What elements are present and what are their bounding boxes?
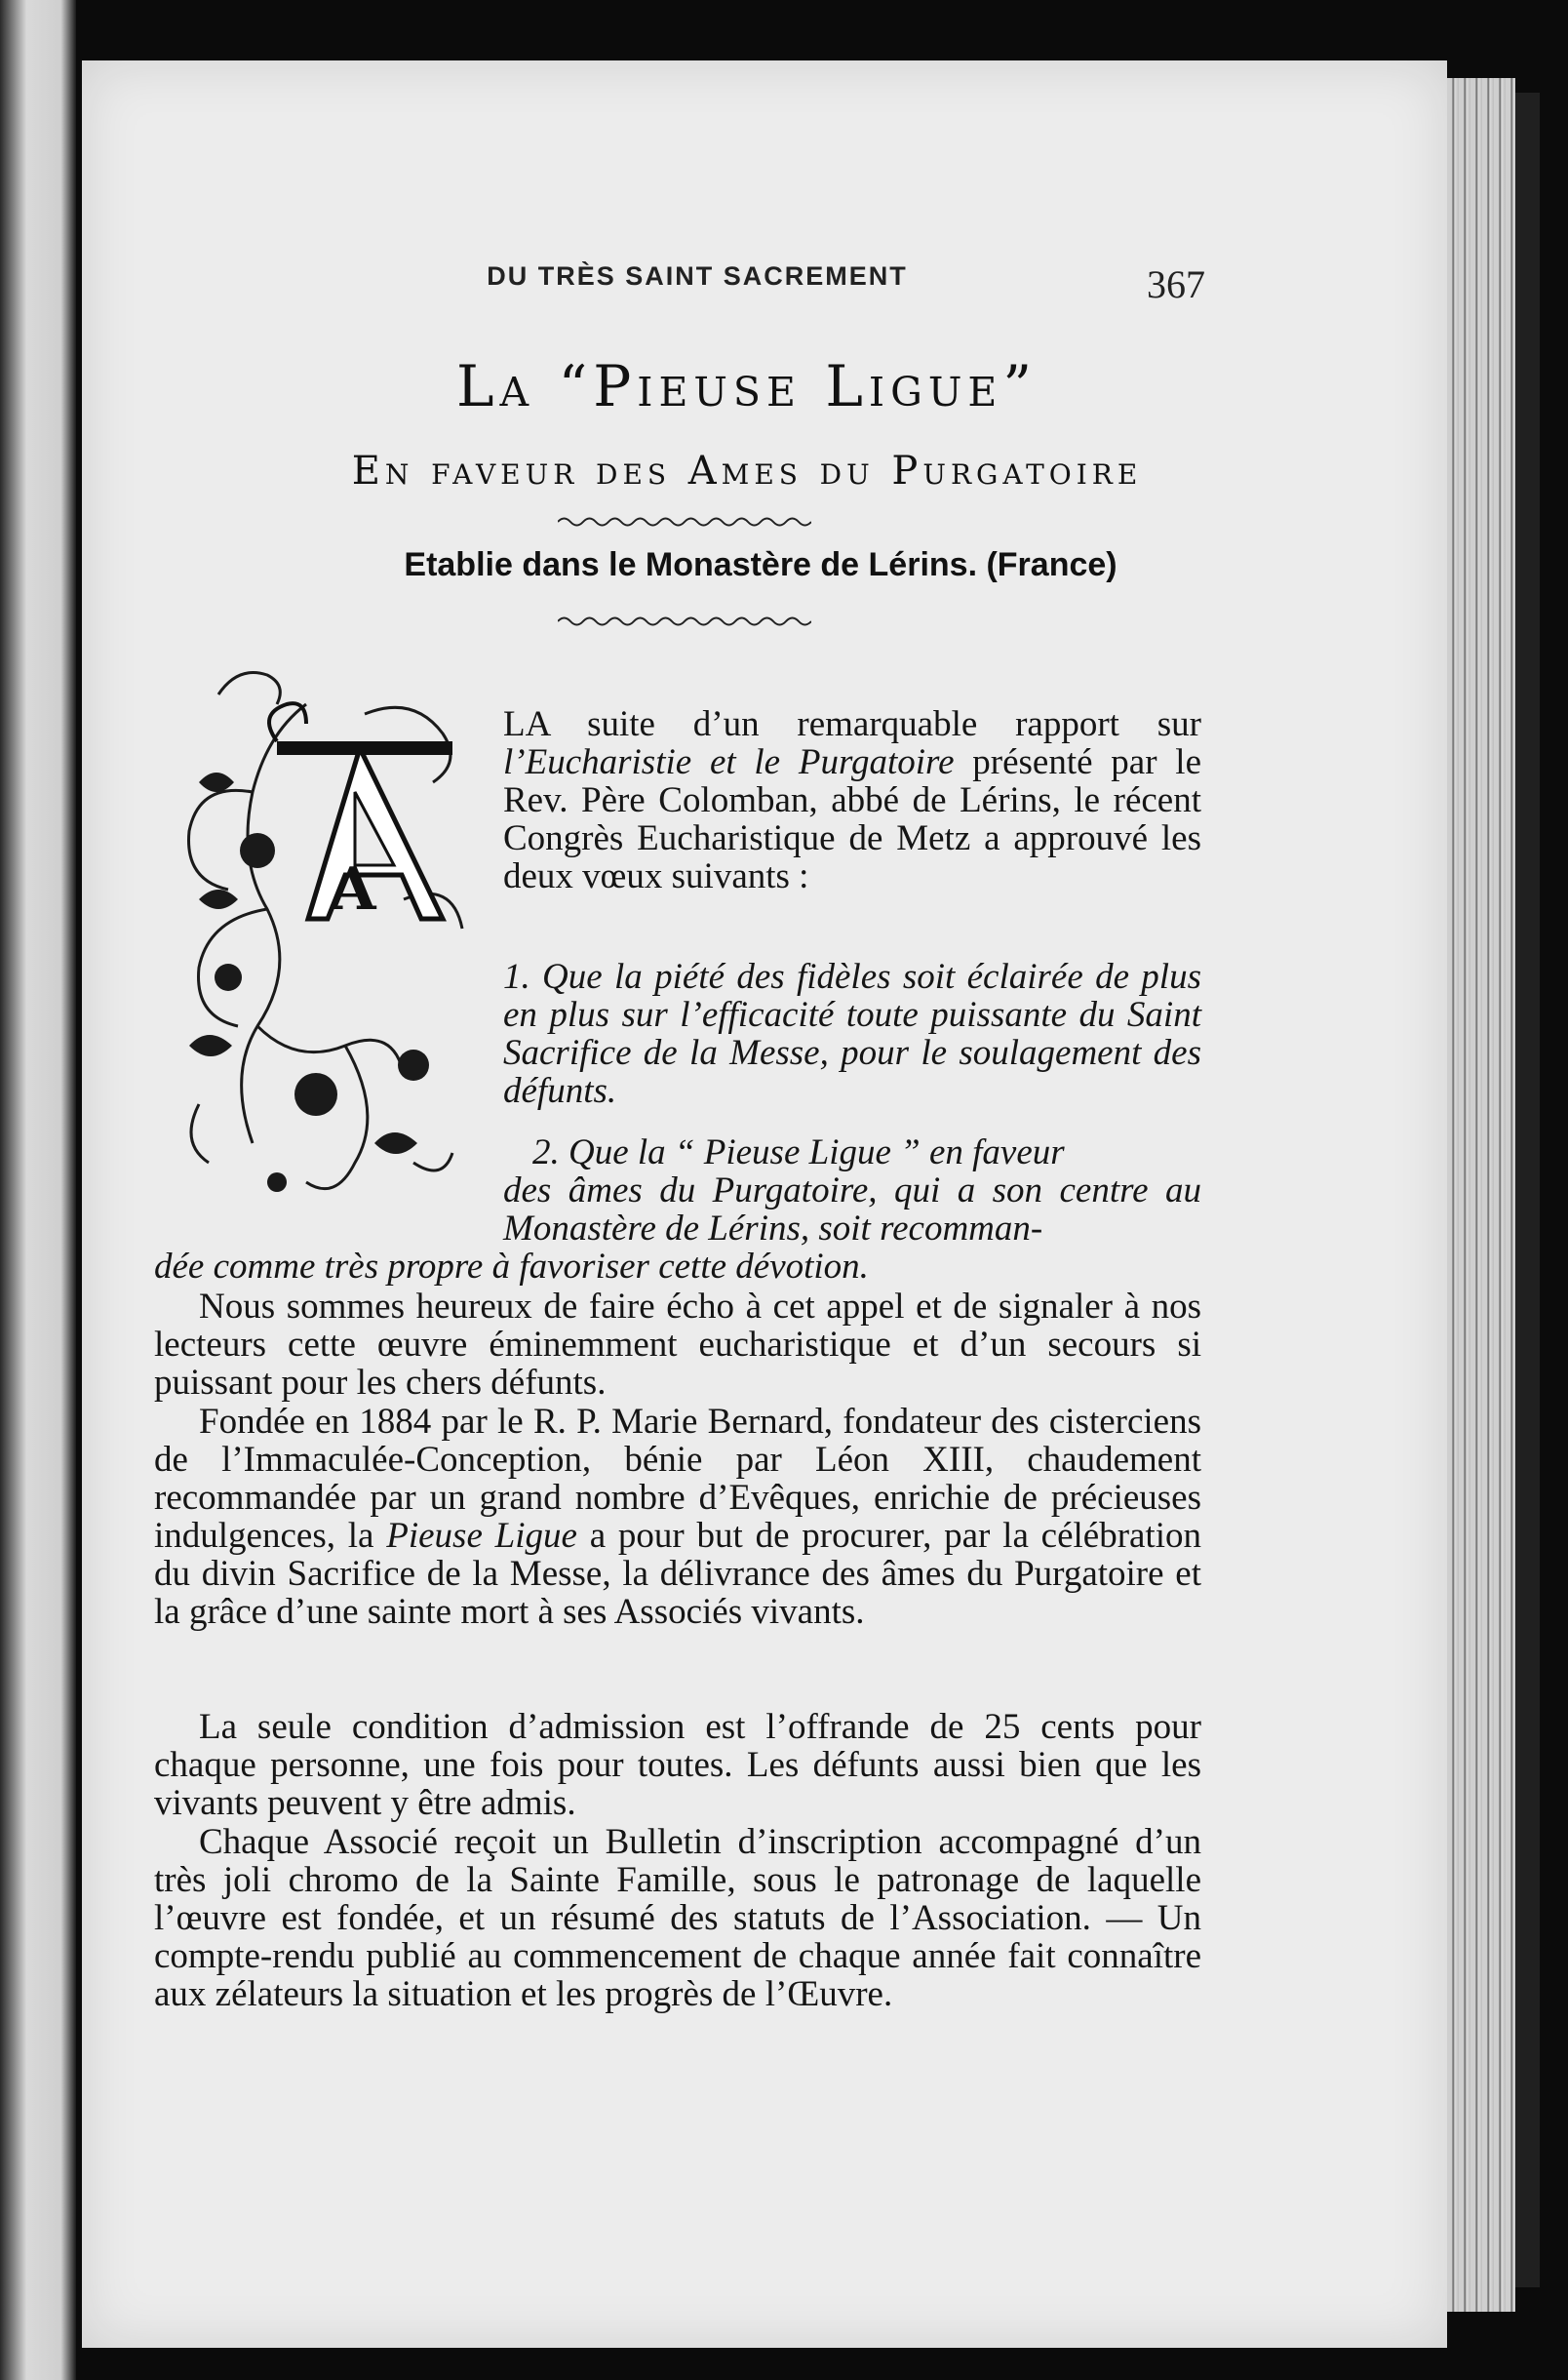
intro-paragraph — [503, 705, 1201, 895]
established-line: Etablie dans le Monastère de Lérins. (France) — [404, 546, 1117, 583]
book-cover-edge — [1515, 93, 1540, 2287]
voeu-2-cont: des âmes du Purgatoire, qui a son centre au Monastère de Lérins, soit recomman- — [503, 1170, 1201, 1249]
paragraph-3: La seule condition d’admission est l’offrande de 25 cents pour chaque personne, une fois pour toutes. Les défunts aussi bien que les vivants peuvent y être admis. — [154, 1707, 1201, 1823]
voeu-1: 1. Que la piété des fidèles soit éclairée de plus en plus sur l’efficacité toute puissante du Saint Sacrifice de la Messe, pour le soulagement des défunts. — [503, 957, 1201, 1111]
paragraph-4: Chaque Associé reçoit un Bulletin d’inscription accompagné d’un très joli chromo de la Sainte Famille, sous le patronage de laquelle l’œuvre est fondée, et un résumé des statuts de l’Association. — Un compte-rendu publié au commencement de chaque année fait connaître aux zélateurs la situation et les progrès de l’Œuvre. — [154, 1822, 1201, 2014]
previous-page-edge — [0, 0, 76, 2380]
paragraph-2-a: Fondée en 1884 par le R. P. Marie Bernard, fondateur des cisterciens de l’Immaculée-Conception, bénie par Léon XIII, chaudement recommandée par un grand nombre d’Evêques, enrichie de précieuses indulgences, la — [154, 1402, 1201, 1556]
svg-text:A: A — [331, 855, 376, 924]
wavy-divider-bottom — [558, 615, 811, 628]
voeu-2-last: dée comme très propre à favoriser cette dévotion. — [154, 1247, 869, 1287]
wavy-divider-top — [558, 515, 811, 529]
intro-prefix: LA suite d’un remarquable rapport sur — [503, 704, 1201, 744]
ornamental-drop-cap — [160, 655, 482, 1221]
page-title: La “Pieuse Ligue” — [456, 353, 1038, 419]
intro-suffix: présenté par le Rev. Père Colomban, abbé de Lérins, le récent Congrès Eucharistique de Metz a approuvé les deux vœux suivants : — [503, 742, 1201, 896]
voeu-2-line1: 2. Que la “ Pieuse Ligue ” en faveur — [532, 1132, 1065, 1172]
page-subtitle: En faveur des Ames du Purgatoire — [351, 449, 1143, 494]
intro-work-title: l’Eucharistie et le Purgatoire — [503, 742, 955, 782]
paragraph-2-italic: Pieuse Ligue — [386, 1516, 577, 1556]
paragraph-1: Nous sommes heureux de faire écho à cet appel et de signaler à nos lecteurs cette œuvre éminemment eucharistique et d’un secours si puissant pour les chers défunts. — [154, 1287, 1201, 1403]
paragraph-2 — [154, 1403, 1201, 1631]
running-head: DU TRÈS SAINT SACREMENT — [487, 261, 908, 291]
page-number: 367 — [1147, 262, 1205, 306]
page-stack-edges — [1447, 78, 1515, 2312]
paragraph-2-b: a pour but de procurer, par la célébration du divin Sacrifice de la Messe, la délivrance des âmes du Purgatoire et la grâce d’une sainte mort à ses Associés vivants. — [154, 1516, 1201, 1632]
